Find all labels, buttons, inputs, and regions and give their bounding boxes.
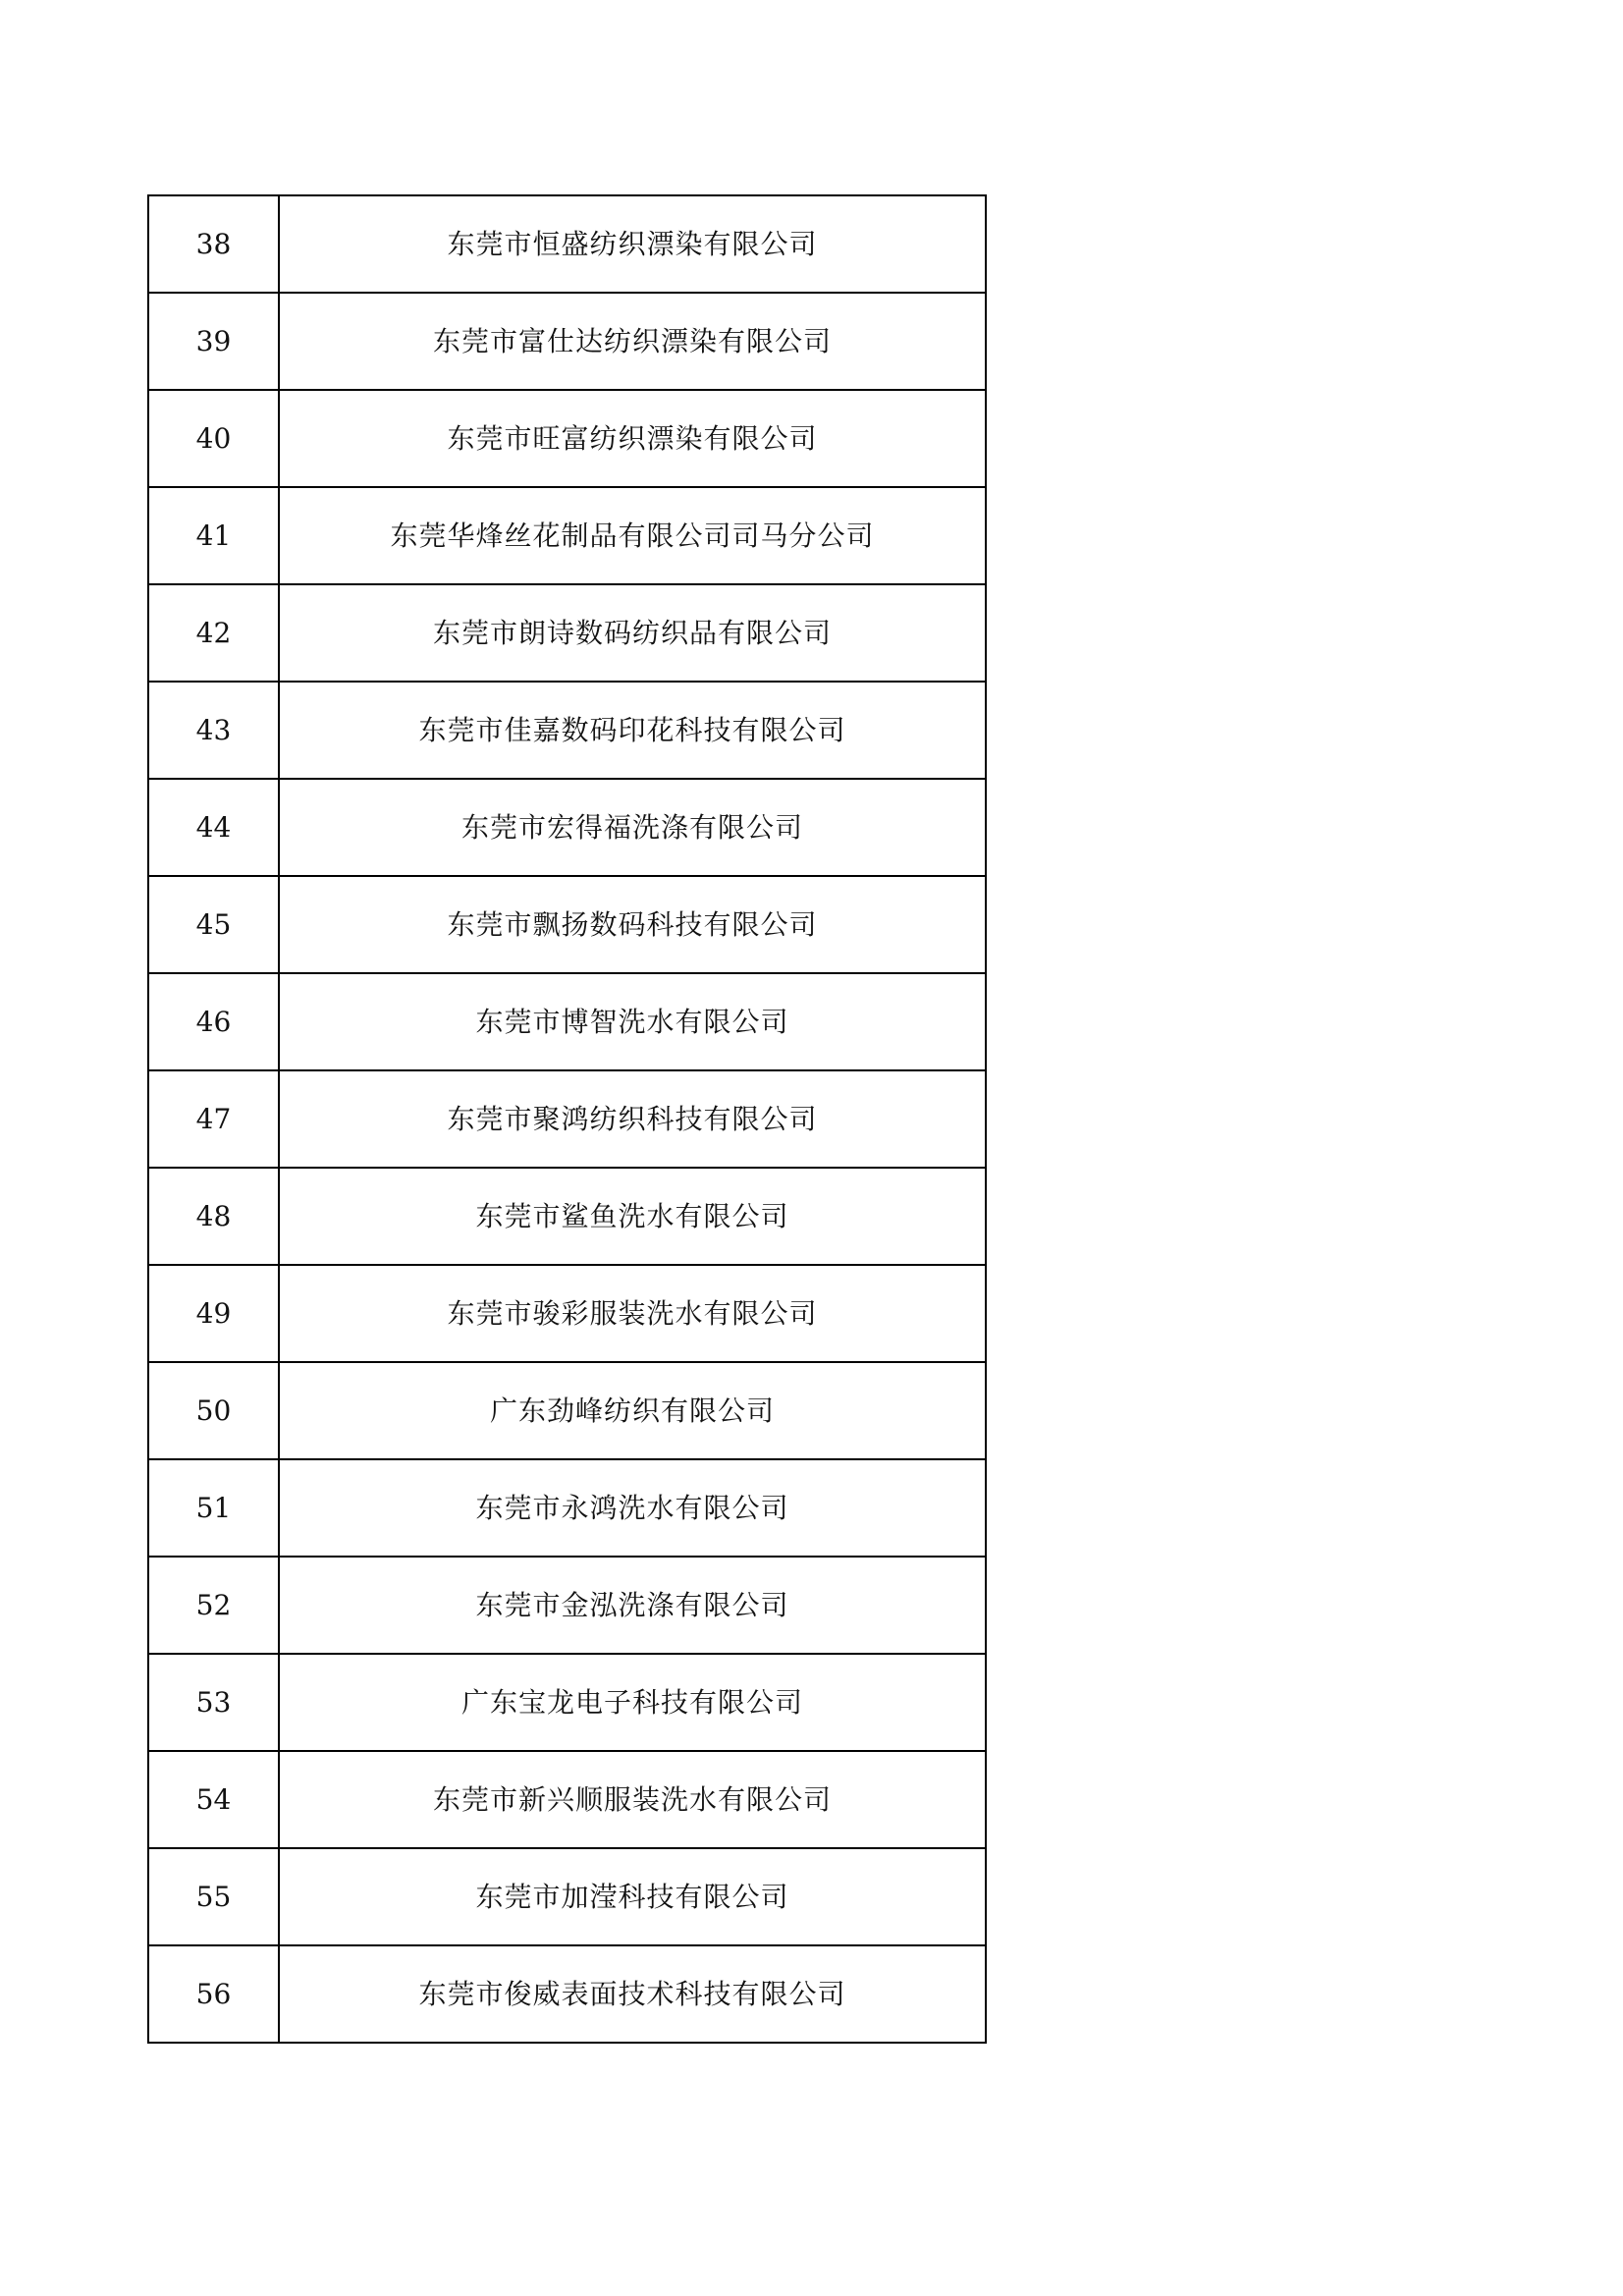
row-number: 54 (148, 1751, 279, 1848)
company-name: 东莞市朗诗数码纺织品有限公司 (279, 584, 986, 682)
table-row (148, 1557, 986, 1654)
table-row (148, 390, 986, 487)
table-row (148, 195, 986, 293)
company-name: 东莞市博智洗水有限公司 (279, 973, 986, 1070)
company-name: 东莞市富仕达纺织漂染有限公司 (279, 293, 986, 390)
company-name: 东莞市加滢科技有限公司 (279, 1848, 986, 1945)
row-number: 49 (148, 1265, 279, 1362)
company-name: 东莞市永鸿洗水有限公司 (279, 1459, 986, 1557)
table-row (148, 1848, 986, 1945)
table-row (148, 1751, 986, 1848)
company-name: 东莞市宏得福洗涤有限公司 (279, 779, 986, 876)
row-number: 45 (148, 876, 279, 973)
row-number: 56 (148, 1945, 279, 2043)
row-number: 48 (148, 1168, 279, 1265)
row-number: 43 (148, 682, 279, 779)
company-list-table (147, 194, 987, 2044)
row-number: 40 (148, 390, 279, 487)
row-number: 38 (148, 195, 279, 293)
table-row (148, 682, 986, 779)
row-number: 41 (148, 487, 279, 584)
company-name: 东莞市飘扬数码科技有限公司 (279, 876, 986, 973)
table-row (148, 584, 986, 682)
company-list-body (148, 195, 986, 2043)
row-number: 39 (148, 293, 279, 390)
row-number: 50 (148, 1362, 279, 1459)
table-row (148, 1459, 986, 1557)
company-name: 东莞市佳嘉数码印花科技有限公司 (279, 682, 986, 779)
table-row (148, 876, 986, 973)
table-row (148, 1362, 986, 1459)
company-name: 东莞市旺富纺织漂染有限公司 (279, 390, 986, 487)
company-name: 东莞市金泓洗涤有限公司 (279, 1557, 986, 1654)
table-row (148, 1654, 986, 1751)
company-name: 东莞华烽丝花制品有限公司司马分公司 (279, 487, 986, 584)
row-number: 44 (148, 779, 279, 876)
company-name: 广东宝龙电子科技有限公司 (279, 1654, 986, 1751)
row-number: 52 (148, 1557, 279, 1654)
table-row (148, 1945, 986, 2043)
table-row (148, 779, 986, 876)
company-name: 东莞市恒盛纺织漂染有限公司 (279, 195, 986, 293)
row-number: 47 (148, 1070, 279, 1168)
row-number: 42 (148, 584, 279, 682)
table-row (148, 293, 986, 390)
table-row (148, 487, 986, 584)
table-row (148, 1070, 986, 1168)
row-number: 51 (148, 1459, 279, 1557)
company-name: 东莞市聚鸿纺织科技有限公司 (279, 1070, 986, 1168)
company-name: 东莞市俊威表面技术科技有限公司 (279, 1945, 986, 2043)
row-number: 53 (148, 1654, 279, 1751)
table-row (148, 1168, 986, 1265)
company-name: 东莞市骏彩服装洗水有限公司 (279, 1265, 986, 1362)
row-number: 46 (148, 973, 279, 1070)
table-row (148, 1265, 986, 1362)
table-row (148, 973, 986, 1070)
company-name: 东莞市鲨鱼洗水有限公司 (279, 1168, 986, 1265)
company-name: 东莞市新兴顺服装洗水有限公司 (279, 1751, 986, 1848)
company-name: 广东劲峰纺织有限公司 (279, 1362, 986, 1459)
row-number: 55 (148, 1848, 279, 1945)
